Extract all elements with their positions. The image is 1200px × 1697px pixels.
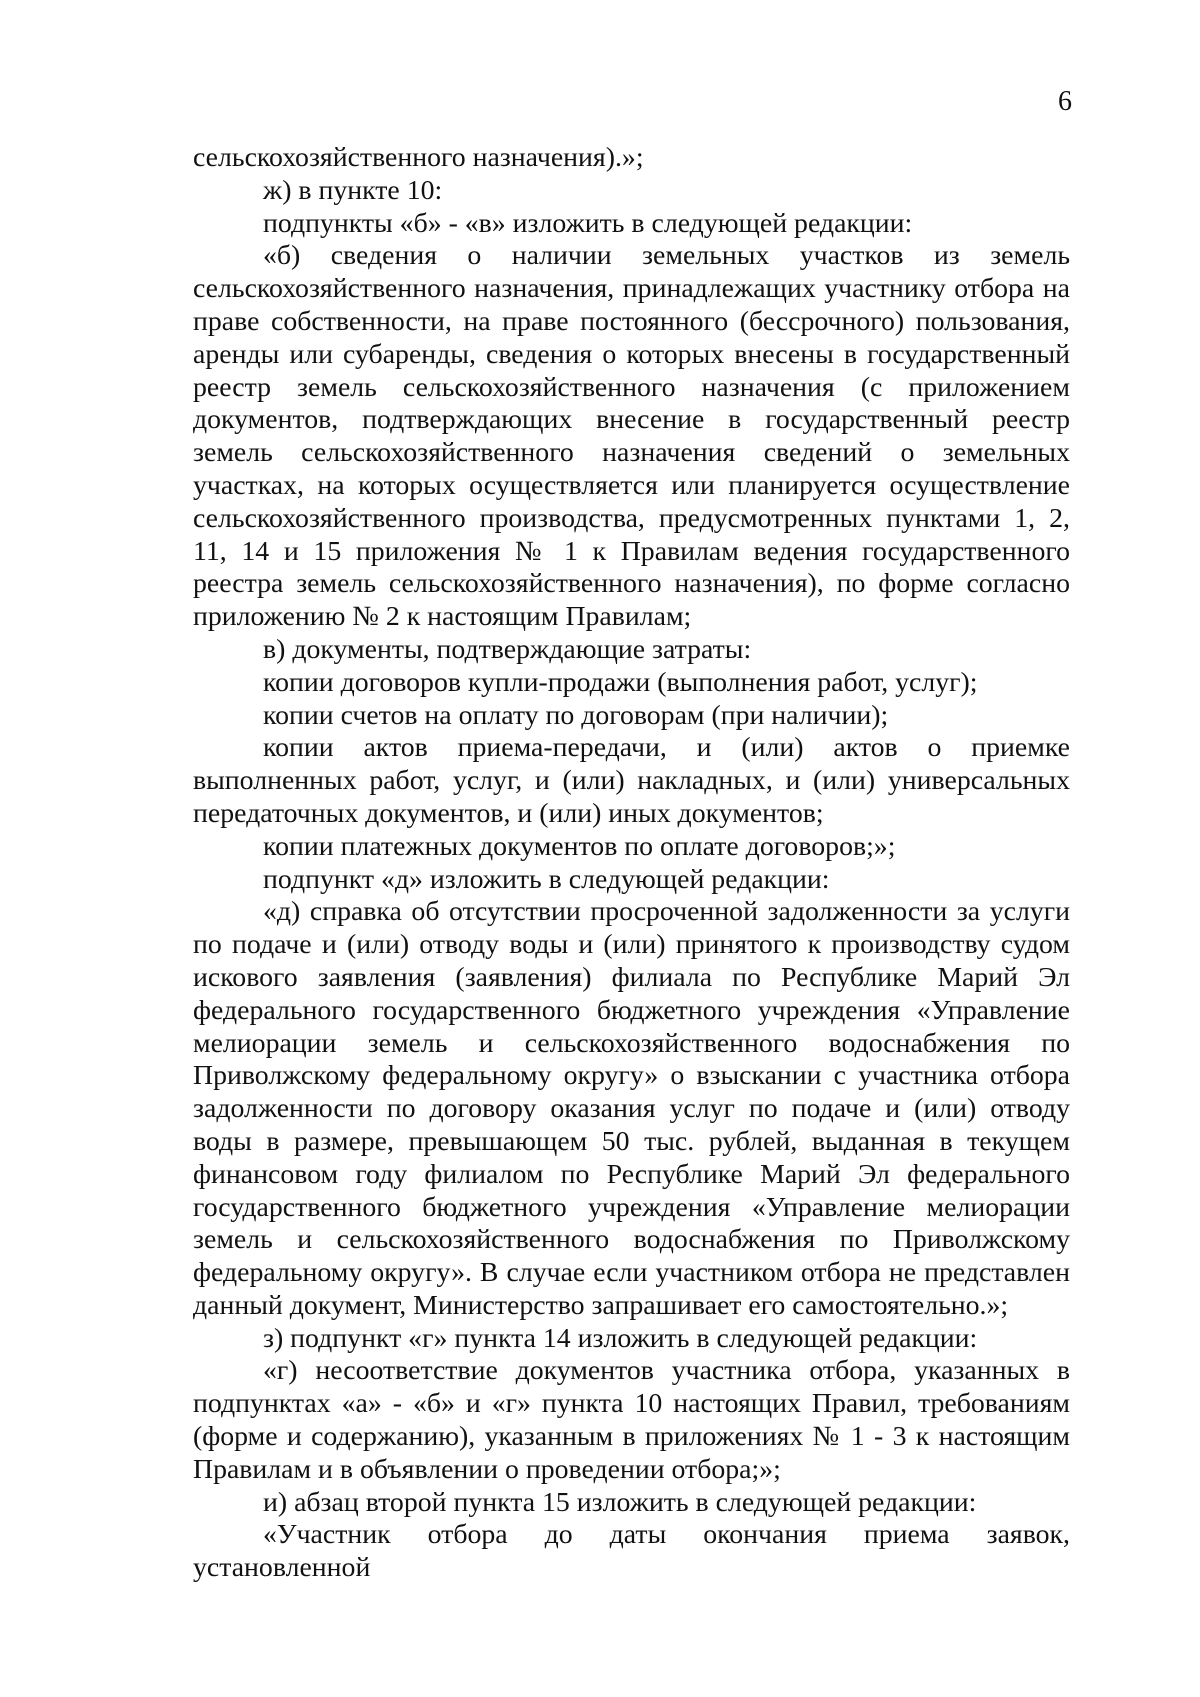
page-number: 6 [1058, 86, 1072, 117]
paragraph-participant: «Участник отбора до даты окончания приема заявок, установленной [193, 1519, 1070, 1584]
document-body [193, 142, 1070, 1585]
paragraph-subitem-b: «б) сведения о наличии земельных участков из земель сельскохозяйственного назначения, принадлежащих участнику отбора на праве собственности, на праве постоянного (бессрочного) пользования, аренды или субаренды, сведения о которых внесены в государственный реестр земель сельскохозяйственного назначения (с приложением документов, подтверждающих внесение в государственный реестр земель сельскохозяйственного назначения сведений о земельных участках, на которых осуществляется или планируется осуществление сельскохозяйственного производства, предусмотренных пунктами 1, 2, 11, 14 и 15 приложения № 1 к Правилам ведения государственного реестра земель сельскохозяйственного назначения), по форме согласно приложению № 2 к настоящим Правилам; [193, 240, 1070, 633]
paragraph-subitem-v: в) документы, подтверждающие затраты: [263, 633, 752, 665]
paragraph-item-i: и) абзац второй пункта 15 изложить в следующей редакции: [263, 1486, 977, 1518]
paragraph-subitem-g: «г) несоответствие документов участника отбора, указанных в подпунктах «а» - «б» и «г» пункта 10 настоящих Правил, требованиям (форме и содержанию), указанным в приложениях № 1 - 3 к настоящим Правилам и в объявлении о проведении отбора;»; [193, 1355, 1070, 1485]
paragraph-payments: копии платежных документов по оплате договоров;»; [263, 830, 896, 862]
paragraph-item-zh: ж) в пункте 10: [263, 174, 443, 206]
paragraph-subitem-d-intro: подпункт «д» изложить в следующей редакции: [263, 863, 830, 895]
paragraph-item-z: з) подпункт «г» пункта 14 изложить в следующей редакции: [263, 1322, 978, 1354]
paragraph-continuation: сельскохозяйственного назначения).»; [193, 142, 644, 173]
paragraph-subitems-b-v: подпункты «б» - «в» изложить в следующей редакции: [263, 207, 913, 239]
paragraph-subitem-d: «д) справка об отсутствии просроченной задолженности за услуги по подаче и (или) отводу воды и (или) принятого к производству судом искового заявления (заявления) филиала по Республике Марий Эл федерального государственного бюджетного учреждения «Управление мелиорации земель и сельскохозяйственного водоснабжения по Приволжскому федеральному округу» о взыскании с участника отбора задолженности по договору оказания услуг по подаче и (или) отводу воды в размере, превышающем 50 тыс. рублей, выданная в текущем финансовом году филиалом по Республике Марий Эл федерального государственного бюджетного учреждения «Управление мелиорации земель и сельскохозяйственного водоснабжения по Приволжскому федеральному округу». В случае если участником отбора не представлен данный документ, Министерство запрашивает его самостоятельно.»; [193, 896, 1070, 1321]
paragraph-invoices: копии счетов на оплату по договорам (при наличии); [263, 699, 889, 731]
paragraph-acts: копии актов приема-передачи, и (или) актов о приемке выполненных работ, услуг, и (или) накладных, и (или) универсальных передаточных документов, и (или) иных документов; [193, 732, 1070, 829]
paragraph-contracts: копии договоров купли-продажи (выполнения работ, услуг); [263, 666, 978, 698]
